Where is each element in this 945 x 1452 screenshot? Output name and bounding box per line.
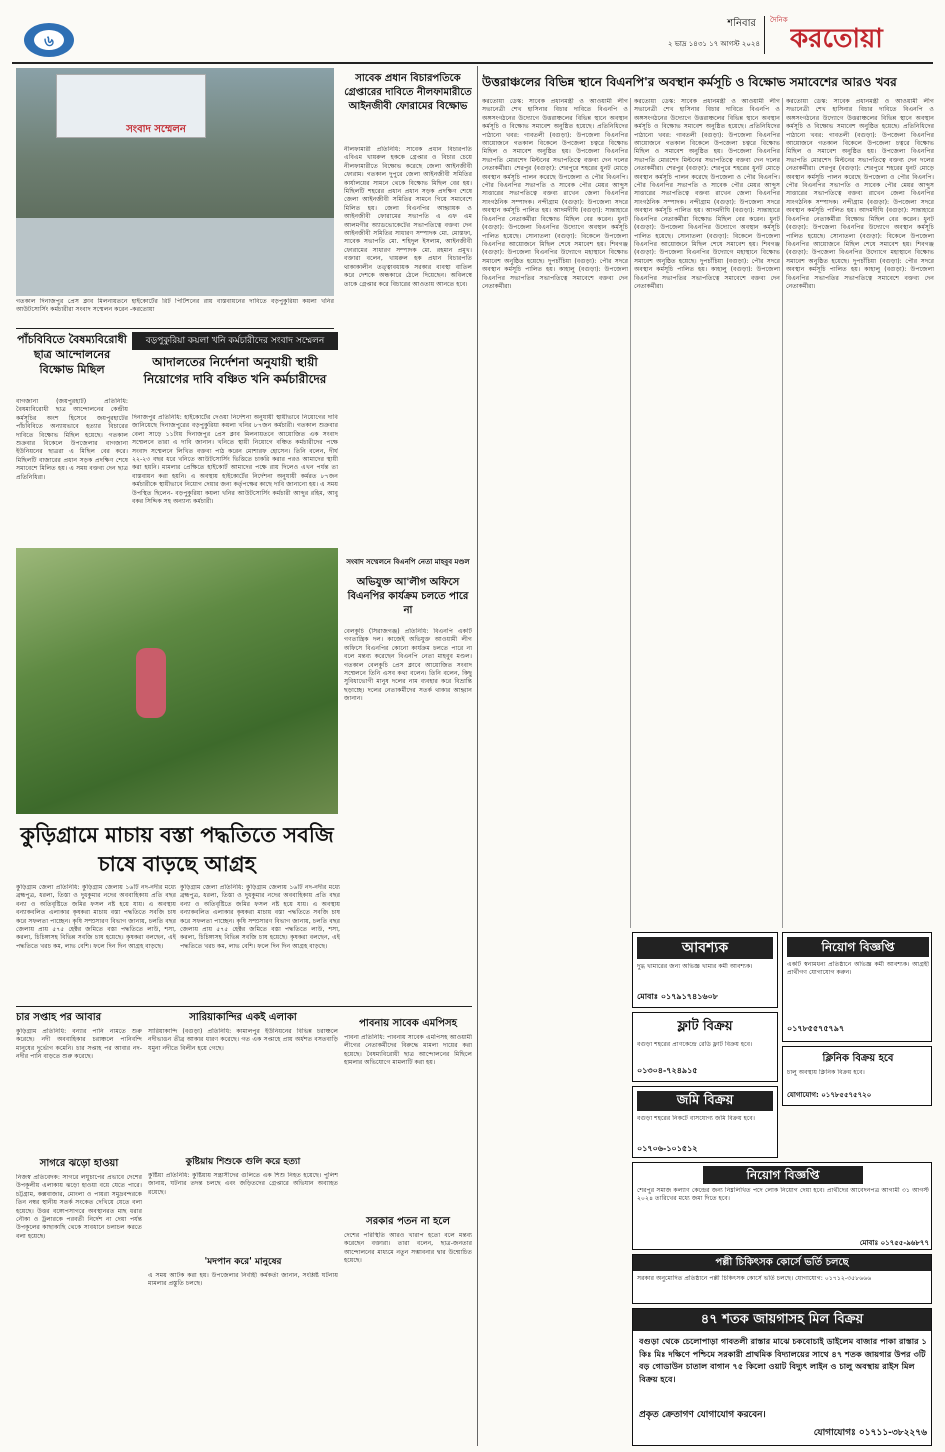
ad-land-sale <box>632 1086 778 1158</box>
ad-flat-sale-title: ফ্লাট বিক্রয় <box>677 1019 733 1034</box>
photo-caption: গতকাল দিনাজপুর প্রেস ক্লাব মিলনায়তনে হাইকোর্টের রিট পিটিশনের রায় বাস্তবায়নের দাবিতে বড়পুকুরিয়া কয়লা খনির আউটসোর্সিং কর্মচারীরা সংবাদ সম্মেলন করেন -করতোয়া <box>16 298 334 314</box>
story-belkuchi-body: বেলকুচি (সিরাজগঞ্জ) প্রতিনিধি: বিএনপি একটি গণতান্ত্রিক দল। কাজেই অভিযুক্ত আওয়ামী লীগ অফিসে বিএনপির কোনো কার্যক্রম চলতে পারে না বলে মন্তব্য করেছেন বিএনপি নেতা মাহবুব মণ্ডল। গতকাল বেলকুচি প্রেস ক্লাবে আয়োজিত সংবাদ সম্মেলনে তিনি এসব কথা বলেন। তিনি বলেন, কিছু সুবিধাভোগী মানুষ দলের নাম ব্যবহার করে বিভ্রান্তি ছড়াচ্ছে। দলের নেতাকর্মীদের সতর্ক থাকার আহ্বান জানান। <box>344 628 472 703</box>
ad-wanted-body: দুগ্ধ খামারের জন্য অভিজ্ঞ খামার কর্মী আবশ্যক। <box>637 963 753 970</box>
page-number: ৬ <box>44 32 54 50</box>
story-sea-wind-body: নিজস্ব প্রতিবেদক: সাগরে লঘুচাপের প্রভাবে দেশের উপকূলীয় এলাকায় ঝড়ো হাওয়া বয়ে যেতে পারে। চট্টগ্রাম, কক্সবাজার, মোংলা ও পায়রা সমুদ্রবন্দরকে তিন নম্বর স্থানীয় সতর্ক সংকেত দেখিয়ে যেতে বলা হয়েছে। উত্তর বঙ্গোপসাগরে অবস্থানরত মাছ ধরার নৌকা ও ট্রলারকে পরবর্তী নির্দেশ না দেয়া পর্যন্ত উপকূলের কাছাকাছি থেকে সাবধানে চলাচল করতে বলা হয়েছে। <box>16 1174 142 1240</box>
main-story-kicker: বড়পুকুরিয়া কয়লা খনি কর্মচারীদের সংবাদ সম্মেলন <box>132 332 338 350</box>
header-day: শনিবার <box>727 18 756 29</box>
story-sariakandi-body: সারিয়াকান্দি (বগুড়া) প্রতিনিধি: কামালপুর ইউনিয়নের বিভিন্ন চরাঞ্চলে নদীভাঙন তীব্র আকার ধারণ করেছে। গত এক সপ্তাহে প্রায় অর্ধশত বসতবাড়ি যমুনা নদীতে বিলীন হয়ে গেছে। <box>148 1028 338 1052</box>
ad-clinic-sale-body: চালু অবস্থায় ক্লিনিক বিক্রয় হবে। <box>787 1069 865 1076</box>
ad-mill-sale <box>632 1308 932 1446</box>
ad-flat-sale-body: বগুড়া শহরের প্রাণকেন্দ্রে রেডি ফ্লাট বিক্রয় হবে। <box>637 1041 753 1048</box>
story-kurigram-body-col2: কুড়িগ্রাম জেলা প্রতিনিধি: কুড়িগ্রাম জেলায় ১৬টি নদ-নদীর মধ্যে ব্রহ্মপুত্র, ধরলা, তিস্তা ও দুধকুমার নদের অববাহিকায় প্রতি বছর বন্যা ও অতিবৃষ্টিতে জমির ফসল নষ্ট হয়ে যায়। এ অবস্থায় বন্যাকবলিত এলাকার কৃষকরা মাচায় বস্তা পদ্ধতিতে সবজি চাষ করে সফলতা পাচ্ছেন। কৃষি সম্প্রসারণ বিভাগ জানায়, চলতি বছর জেলায় প্রায় ৫৭৫ হেক্টর জমিতে বস্তা পদ্ধতিতে লাউ, শসা, করলা, চিচিঙ্গাসহ বিভিন্ন সবজি চাষ হয়েছে। কৃষকরা বলছেন, এই পদ্ধতিতে খরচ কম, লাভ বেশি। ফলে দিন দিন আগ্রহ বাড়ছে। <box>180 884 340 950</box>
ad-mill-sale-phone: যোগাযোগঃ ০১৭১১-৩৮২২৭৬ <box>813 1428 927 1438</box>
ad-job-notice-2-title: নিয়োগ বিজ্ঞপ্তি <box>703 1166 863 1184</box>
story-kurigram-body-col1: কুড়িগ্রাম জেলা প্রতিনিধি: কুড়িগ্রাম জেলায় ১৬টি নদ-নদীর মধ্যে ব্রহ্মপুত্র, ধরলা, তিস্তা ও দুধকুমার নদের অববাহিকায় প্রতি বছর বন্যা ও অতিবৃষ্টিতে জমির ফসল নষ্ট হয়ে যায়। এ অবস্থায় বন্যাকবলিত এলাকার কৃষকরা মাচায় বস্তা পদ্ধতিতে সবজি চাষ করে সফলতা পাচ্ছেন। কৃষি সম্প্রসারণ বিভাগ জানায়, চলতি বছর জেলায় প্রায় ৫৭৫ হেক্টর জমিতে বস্তা পদ্ধতিতে লাউ, শসা, করলা, চিচিঙ্গাসহ বিভিন্ন সবজি চাষ হয়েছে। কৃষকরা বলছেন, এই পদ্ধতিতে খরচ কম, লাভ বেশি। ফলে দিন দিন আগ্রহ বাড়ছে। <box>16 884 176 950</box>
ad-land-sale-body: বগুড়া শহরের নিকটে বাসযোগ্য জমি বিক্রয় হবে। <box>637 1115 755 1122</box>
photo-banner-text: সংবাদ সম্মেলন <box>126 124 186 135</box>
ad-job-notice <box>782 932 932 1042</box>
ad-wanted-phone: মোবাঃ ০১৭৯১৭৪১৬০৮ <box>637 992 718 1001</box>
story-nilphamari-body: নীলফামারী প্রতিনিধি: সাবেক প্রধান বিচারপতি এবিএম খায়রুল হককে গ্রেপ্তার ও বিচার চেয়ে নীলফামারীতে বিক্ষোভ করেছে জেলা আইনজীবী ফোরাম। গতকাল দুপুরে জেলা আইনজীবী সমিতির কার্যালয়ের সামনে থেকে বিক্ষোভ মিছিল বের হয়। মিছিলটি শহরের প্রধান প্রধান সড়ক প্রদক্ষিণ শেষে জেলা আইনজীবী সমিতির সামনে গিয়ে সমাবেশে মিলিত হয়। জেলা বিএনপির আহ্বায়ক ও আইনজীবী ফোরামের সভাপতি এ এফ এম আলমগীর অ্যাডভোকেটের সভাপতিত্বে বক্তব্য দেন আইনজীবী সমিতির সাধারণ সম্পাদক মো. মোস্তফা, সাবেক সভাপতি মো. শহিদুল ইসলাম, আইনজীবী ফোরামের সাধারণ সম্পাদক মো. রহমান প্রমুখ। বক্তারা বলেন, খায়রুল হক প্রধান বিচারপতি থাকাকালীন তত্ত্বাবধায়ক সরকার ব্যবস্থা বাতিল করে দেশকে অন্ধকারে ঠেলে দিয়েছেন। অবিলম্বে তাকে গ্রেপ্তার করে বিচারের আওতায় আনতে হবে। <box>344 146 472 288</box>
header-date: ২ ভাদ্র ১৪৩১ ১৭ আগস্ট ২০২৪ <box>667 40 760 48</box>
story-panchbibi-body: বাগজানা (জয়পুরহাট) প্রতিনিধি: বৈষম্যবিরোধী ছাত্র আন্দোলনের কেন্দ্রীয় কর্মসূচির অংশ হিসেবে জয়পুরহাটের পাঁচবিবিতে অন্যায়ভাবে হত্যার বিচারের দাবিতে বিক্ষোভ মিছিল হয়েছে। গতকাল শুক্রবার বিকেলে উপজেলার বাগজানা ইউনিয়নের ছাত্ররা এ মিছিল বের করে। মিছিলটি বাজারের প্রধান সড়ক প্রদক্ষিণ শেষে সমাবেশে মিলিত হয়। এ সময় বক্তব্য দেন ছাত্র প্রতিনিধিরা। <box>16 398 128 481</box>
ad-clinic-sale-title: ক্লিনিক বিক্রয় হবে <box>822 1053 894 1064</box>
masthead-small: দৈনিক <box>770 16 788 24</box>
story-govt-fall-headline: সরকার পতন না হলে <box>366 1216 450 1227</box>
ad-land-sale-title: জমি বিক্রয় <box>637 1091 773 1111</box>
ad-job-notice-2-body: শেরপুর সমাজ কল্যাণ কেন্দ্রের জন্য নিম্নলিখিত পদে লোক নিয়োগ দেয়া হবে। প্রার্থীদের আবেদনপত্র আগামী ৩১ আগস্ট ২০২৪ তারিখের মধ্যে জমা দিতে হবে। <box>637 1187 929 1203</box>
story-kushtia-body: কুষ্টিয়া প্রতিনিধি: কুষ্টিয়ায় সন্ত্রাসীদের গুলিতে এক শিশু নিহত হয়েছে। পুলিশ জানায়, ঘটনার তদন্ত চলছে এবং জড়িতদের গ্রেপ্তারে অভিযান অব্যাহত রয়েছে। <box>148 1172 338 1196</box>
ad-course-body: সরকার অনুমোদিত প্রতিষ্ঠানে পল্লী চিকিৎসক কোর্সে ভর্তি চলছে। যোগাযোগ: ০১৭১২-৩৫৮৬৬৬ <box>637 1275 872 1282</box>
story-four-weeks-headline: চার সপ্তাহ পর আবার <box>16 1012 102 1023</box>
ad-mill-sale-body: বগুড়া থেকে চেলোপাড়া গাবতলী রাস্তার মাঝে চকবোচাই ডাইলেম বাজার পাকা রাস্তার ১ কিঃ মিঃ দক্ষিণে পশ্চিমে সরকারী প্রাথমিক বিদ্যালয়ের সাথে ৪৭ শতক জায়গার উপর ৩টি বড় গোডাউন চাতাল বাগান ৭৫ কিলো ওয়াট বিদ্যুৎ লাইন ও চালু অবস্থায় রাইস মিল বিক্রয় হবে। <box>639 1336 927 1384</box>
story-sea-wind-headline: সাগরে ঝড়ো হাওয়া <box>39 1158 119 1169</box>
ad-mill-sale-contact: প্রকৃত ক্রেতাগণ যোগাযোগ করবেন। <box>639 1410 766 1420</box>
story-govt-fall-body: দেশের পরিস্থিতি আরও খারাপ হতো বলে মন্তব্য করেছেন বক্তারা। তারা বলেন, ছাত্র-জনতার আন্দোলনের মাধ্যমে নতুন সম্ভাবনার দ্বার উন্মোচিত হয়েছে। <box>344 1232 472 1265</box>
press-conference-photo <box>16 68 334 296</box>
story-sariakandi-headline: সারিয়াকান্দির একই এলাকা <box>189 1012 297 1023</box>
story-pabna-body: পাবনা প্রতিনিধি: পাবনায় সাবেক এমপিসহ আওয়ামী লীগের নেতাকর্মীদের বিরুদ্ধে মামলা দায়ের করা হয়েছে। বৈষম্যবিরোধী ছাত্র আন্দোলনের মিছিলে হামলার অভিযোগে মামলাটি করা হয়। <box>344 1034 472 1067</box>
story-kurigram-headline: কুড়িগ্রামে মাচায় বস্তা পদ্ধতিতে সবজি চাষে বাড়ছে আগ্রহ <box>20 822 334 876</box>
story-kushtia-headline: কুষ্টিয়ায় শিশুকে গুলি করে হত্যা <box>185 1157 301 1167</box>
vegetable-farm-photo <box>16 548 338 814</box>
masthead-logo: করতোয়া <box>790 24 883 54</box>
story-bnp-body-col1: করতোয়া ডেস্ক: সাবেক প্রধানমন্ত্রী ও আওয়ামী লীগ সভানেত্রী শেখ হাসিনার বিচার দাবিতে বিএনপি ও অঙ্গসংগঠনের উদ্যোগে উত্তরাঞ্চলের বিভিন্ন স্থানে অবস্থান কর্মসূচি ও বিক্ষোভ সমাবেশ অনুষ্ঠিত হয়েছে। প্রতিনিধিদের পাঠানো খবর: গাবতলী (বগুড়া): উপজেলা বিএনপির আয়োজনে গতকাল বিকেলে উপজেলা চত্বরে বিক্ষোভ মিছিল ও সমাবেশ অনুষ্ঠিত হয়। উপজেলা বিএনপির সভাপতি মোরশেদ মিল্টনের সভাপতিত্বে বক্তব্য দেন দলের নেতাকর্মীরা। শেরপুর (বগুড়া): শেরপুরে শহরের ধুনট মোড়ে অবস্থান কর্মসূচি পালন করেছে উপজেলা ও পৌর বিএনপি। পৌর বিএনপির সভাপতি ও সাবেক পৌর মেয়র আব্দুস সাত্তারের সভাপতিত্বে বক্তব্য রাখেন জেলা বিএনপির সাংগঠনিক সম্পাদক। নন্দীগ্রাম (বগুড়া): উপজেলা সদরে অবস্থান কর্মসূচি পালিত হয়। আদমদীঘি (বগুড়া): সান্তাহারে বিএনপির নেতাকর্মীরা বিক্ষোভ মিছিল বের করেন। ধুনট (বগুড়া): উপজেলা বিএনপির উদ্যোগে অবস্থান কর্মসূচি পালিত হয়েছে। সোনাতলা (বগুড়া): বিকেলে উপজেলা বিএনপির আয়োজনে মিছিল শেষে সমাবেশ হয়। শিবগঞ্জ (বগুড়া): উপজেলা বিএনপির উদ্যোগে মহাস্থানে বিক্ষোভ সমাবেশ অনুষ্ঠিত হয়েছে। দুপচাঁচিয়া (বগুড়া): পৌর সদরে অবস্থান কর্মসূচি পালিত হয়। কাহালু (বগুড়া): উপজেলা বিএনপির সভাপতির সভাপতিত্বে সমাবেশে বক্তব্য দেন নেতাকর্মীরা। <box>482 98 628 290</box>
story-pabna-headline: পাবনায় সাবেক এমপিসহ <box>359 1018 457 1029</box>
ad-job-notice-phone: ০১৭৮৫৫৭৫৭৯৭ <box>787 1024 845 1033</box>
ad-wanted-title: আবশ্যক <box>637 937 773 959</box>
ad-course-title: পল্লী চিকিৎসক কোর্সে ভর্তি চলছে <box>633 1255 931 1271</box>
ad-job-notice-title: নিয়োগ বিজ্ঞপ্তি <box>787 937 929 957</box>
story-bnp-body-col2: করতোয়া ডেস্ক: সাবেক প্রধানমন্ত্রী ও আওয়ামী লীগ সভানেত্রী শেখ হাসিনার বিচার দাবিতে বিএনপি ও অঙ্গসংগঠনের উদ্যোগে উত্তরাঞ্চলের বিভিন্ন স্থানে অবস্থান কর্মসূচি ও বিক্ষোভ সমাবেশ অনুষ্ঠিত হয়েছে। প্রতিনিধিদের পাঠানো খবর: গাবতলী (বগুড়া): উপজেলা বিএনপির আয়োজনে গতকাল বিকেলে উপজেলা চত্বরে বিক্ষোভ মিছিল ও সমাবেশ অনুষ্ঠিত হয়। উপজেলা বিএনপির সভাপতি মোরশেদ মিল্টনের সভাপতিত্বে বক্তব্য দেন দলের নেতাকর্মীরা। শেরপুর (বগুড়া): শেরপুরে শহরের ধুনট মোড়ে অবস্থান কর্মসূচি পালন করেছে উপজেলা ও পৌর বিএনপি। পৌর বিএনপির সভাপতি ও সাবেক পৌর মেয়র আব্দুস সাত্তারের সভাপতিত্বে বক্তব্য রাখেন জেলা বিএনপির সাংগঠনিক সম্পাদক। নন্দীগ্রাম (বগুড়া): উপজেলা সদরে অবস্থান কর্মসূচি পালিত হয়। আদমদীঘি (বগুড়া): সান্তাহারে বিএনপির নেতাকর্মীরা বিক্ষোভ মিছিল বের করেন। ধুনট (বগুড়া): উপজেলা বিএনপির উদ্যোগে অবস্থান কর্মসূচি পালিত হয়েছে। সোনাতলা (বগুড়া): বিকেলে উপজেলা বিএনপির আয়োজনে মিছিল শেষে সমাবেশ হয়। শিবগঞ্জ (বগুড়া): উপজেলা বিএনপির উদ্যোগে মহাস্থানে বিক্ষোভ সমাবেশ অনুষ্ঠিত হয়েছে। দুপচাঁচিয়া (বগুড়া): পৌর সদরে অবস্থান কর্মসূচি পালিত হয়। কাহালু (বগুড়া): উপজেলা বিএনপির সভাপতির সভাপতিত্বে সমাবেশে বক্তব্য দেন নেতাকর্মীরা। <box>634 98 780 290</box>
story-bnp-body-col3: করতোয়া ডেস্ক: সাবেক প্রধানমন্ত্রী ও আওয়ামী লীগ সভানেত্রী শেখ হাসিনার বিচার দাবিতে বিএনপি ও অঙ্গসংগঠনের উদ্যোগে উত্তরাঞ্চলের বিভিন্ন স্থানে অবস্থান কর্মসূচি ও বিক্ষোভ সমাবেশ অনুষ্ঠিত হয়েছে। প্রতিনিধিদের পাঠানো খবর: গাবতলী (বগুড়া): উপজেলা বিএনপির আয়োজনে গতকাল বিকেলে উপজেলা চত্বরে বিক্ষোভ মিছিল ও সমাবেশ অনুষ্ঠিত হয়। উপজেলা বিএনপির সভাপতি মোরশেদ মিল্টনের সভাপতিত্বে বক্তব্য দেন দলের নেতাকর্মীরা। শেরপুর (বগুড়া): শেরপুরে শহরের ধুনট মোড়ে অবস্থান কর্মসূচি পালন করেছে উপজেলা ও পৌর বিএনপি। পৌর বিএনপির সভাপতি ও সাবেক পৌর মেয়র আব্দুস সাত্তারের সভাপতিত্বে বক্তব্য রাখেন জেলা বিএনপির সাংগঠনিক সম্পাদক। নন্দীগ্রাম (বগুড়া): উপজেলা সদরে অবস্থান কর্মসূচি পালিত হয়। আদমদীঘি (বগুড়া): সান্তাহারে বিএনপির নেতাকর্মীরা বিক্ষোভ মিছিল বের করেন। ধুনট (বগুড়া): উপজেলা বিএনপির উদ্যোগে অবস্থান কর্মসূচি পালিত হয়েছে। সোনাতলা (বগুড়া): বিকেলে উপজেলা বিএনপির আয়োজনে মিছিল শেষে সমাবেশ হয়। শিবগঞ্জ (বগুড়া): উপজেলা বিএনপির উদ্যোগে মহাস্থানে বিক্ষোভ সমাবেশ অনুষ্ঠিত হয়েছে। দুপচাঁচিয়া (বগুড়া): পৌর সদরে অবস্থান কর্মসূচি পালিত হয়। কাহালু (বগুড়া): উপজেলা বিএনপির সভাপতির সভাপতিত্বে সমাবেশে বক্তব্য দেন নেতাকর্মীরা। <box>786 98 934 290</box>
ad-village-doctor-course <box>632 1254 932 1304</box>
story-belkuchi-kicker: সংবাদ সম্মেলনে বিএনপি নেতা মাহবুব মণ্ডল <box>346 558 470 566</box>
ad-job-notice-body: একটি স্বনামধন্য প্রতিষ্ঠানে অভিজ্ঞ কর্মী আবশ্যক। আগ্রহী প্রার্থীগণ যোগাযোগ করুন। <box>787 961 929 977</box>
ad-clinic-sale-phone: যোগাযোগ: ০১৭৮৫৫৭৫৭২০ <box>787 1091 872 1099</box>
page-number-badge <box>22 20 76 60</box>
story-four-weeks-body: কুড়িগ্রাম প্রতিনিধি: বন্যার পানি নামতে শুরু করেছে। নদী অববাহিকার চরাঞ্চলে পানিবন্দি মানুষের দুর্ভোগ কমেনি। চার সপ্তাহ পর আবার নদ-নদীর পানি বাড়তে শুরু করেছে। <box>16 1028 142 1061</box>
ad-flat-sale-phone: ০১৩০৪-৭২৪৯১৫ <box>637 1066 698 1075</box>
story-drinking-headline: 'মদপান করে' মানুষের <box>204 1257 282 1267</box>
ad-job-notice-2 <box>632 1162 932 1250</box>
ad-job-notice-2-phone: মোবাঃ ০১৭৫৫-৯৬৮৭৭ <box>859 1239 929 1247</box>
ad-clinic-sale <box>782 1046 932 1106</box>
ad-wanted <box>632 932 778 1008</box>
ad-mill-sale-title: ৪৭ শতক জায়গাসহ মিল বিক্রয় <box>633 1309 931 1331</box>
story-panchbibi-headline: পাঁচবিবিতে বৈষম্যবিরোধী ছাত্র আন্দোলনের বিক্ষোভ মিছিল <box>17 333 127 376</box>
story-bnp-headline: উত্তরাঞ্চলের বিভিন্ন স্থানে বিএনপি'র অবস্থান কর্মসূচি ও বিক্ষোভ সমাবেশের আরও খবর <box>482 75 897 89</box>
story-nilphamari-headline: সাবেক প্রধান বিচারপতিকে গ্রেপ্তারের দাবিতে নীলফামারীতে আইনজীবী ফোরামের বিক্ষোভ <box>344 73 472 112</box>
ad-land-sale-phone: ০১৭০৬-১০১৫১২ <box>637 1144 698 1153</box>
story-drinking-body: এ সময় আটক করা হয়। উপজেলার নির্বাহী কর্মকর্তা জানান, সংশ্লিষ্ট ঘটনায় মামলার প্রস্তুতি চলছে। <box>148 1272 338 1288</box>
main-story-headline: আদালতের নির্দেশনা অনুযায়ী স্থায়ী নিয়োগের দাবি বঞ্চিত খনি কর্মচারীদের <box>143 355 327 386</box>
ad-flat-sale <box>632 1012 778 1082</box>
story-belkuchi-headline: অভিযুক্ত আ'লীগ অফিসে বিএনপির কার্যক্রম চলতে পারে না <box>347 577 469 616</box>
main-story-body: দিনাজপুর প্রতিনিধি: হাইকোর্টের দেওয়া নির্দেশনা অনুযায়ী স্থায়ীভাবে নিয়োগের দাবি জানিয়েছে দিনাজপুরের বড়পুকুরিয়া কয়লা খনির ৮৭জন কর্মচারী। গতকাল শুক্রবার বেলা সাড়ে ১১টায় দিনাজপুর প্রেস ক্লাব মিলনায়তনে আয়োজিত এক সংবাদ সম্মেলনে তারা এ দাবি জানান। খনিতে স্থায়ী নিয়োগে বঞ্চিত কর্মচারীদের পক্ষে সংবাদ সম্মেলনে লিখিত বক্তব্য পাঠ করেন মোশারফ হোসেন। তিনি বলেন, দীর্ঘ ২২-২৩ বছর ধরে খনিতে আউটসোর্সিং ভিত্তিতে চাকরি করার পরও আমাদের স্থায়ী করা হয়নি। মামলার প্রেক্ষিতে হাইকোর্ট আমাদের পক্ষে রায় দিলেও এখন পর্যন্ত তা বাস্তবায়ন করা হয়নি। এ অবস্থায় হাইকোর্টের নির্দেশনা অনুযায়ী কর্মরত ৮৭জন কর্মচারীকে স্থায়ীভাবে নিয়োগ দেয়ার জন্য কর্তৃপক্ষের কাছে দাবি জানানো হয়। এ সময় উপস্থিত ছিলেন- বড়পুকুরিয়া কয়লা খনির আউটসোর্সিং কর্মচারী আব্দুর রহিম, আবু বকর সিদ্দিক সহ অন্যান্য কর্মচারী। <box>132 414 338 506</box>
